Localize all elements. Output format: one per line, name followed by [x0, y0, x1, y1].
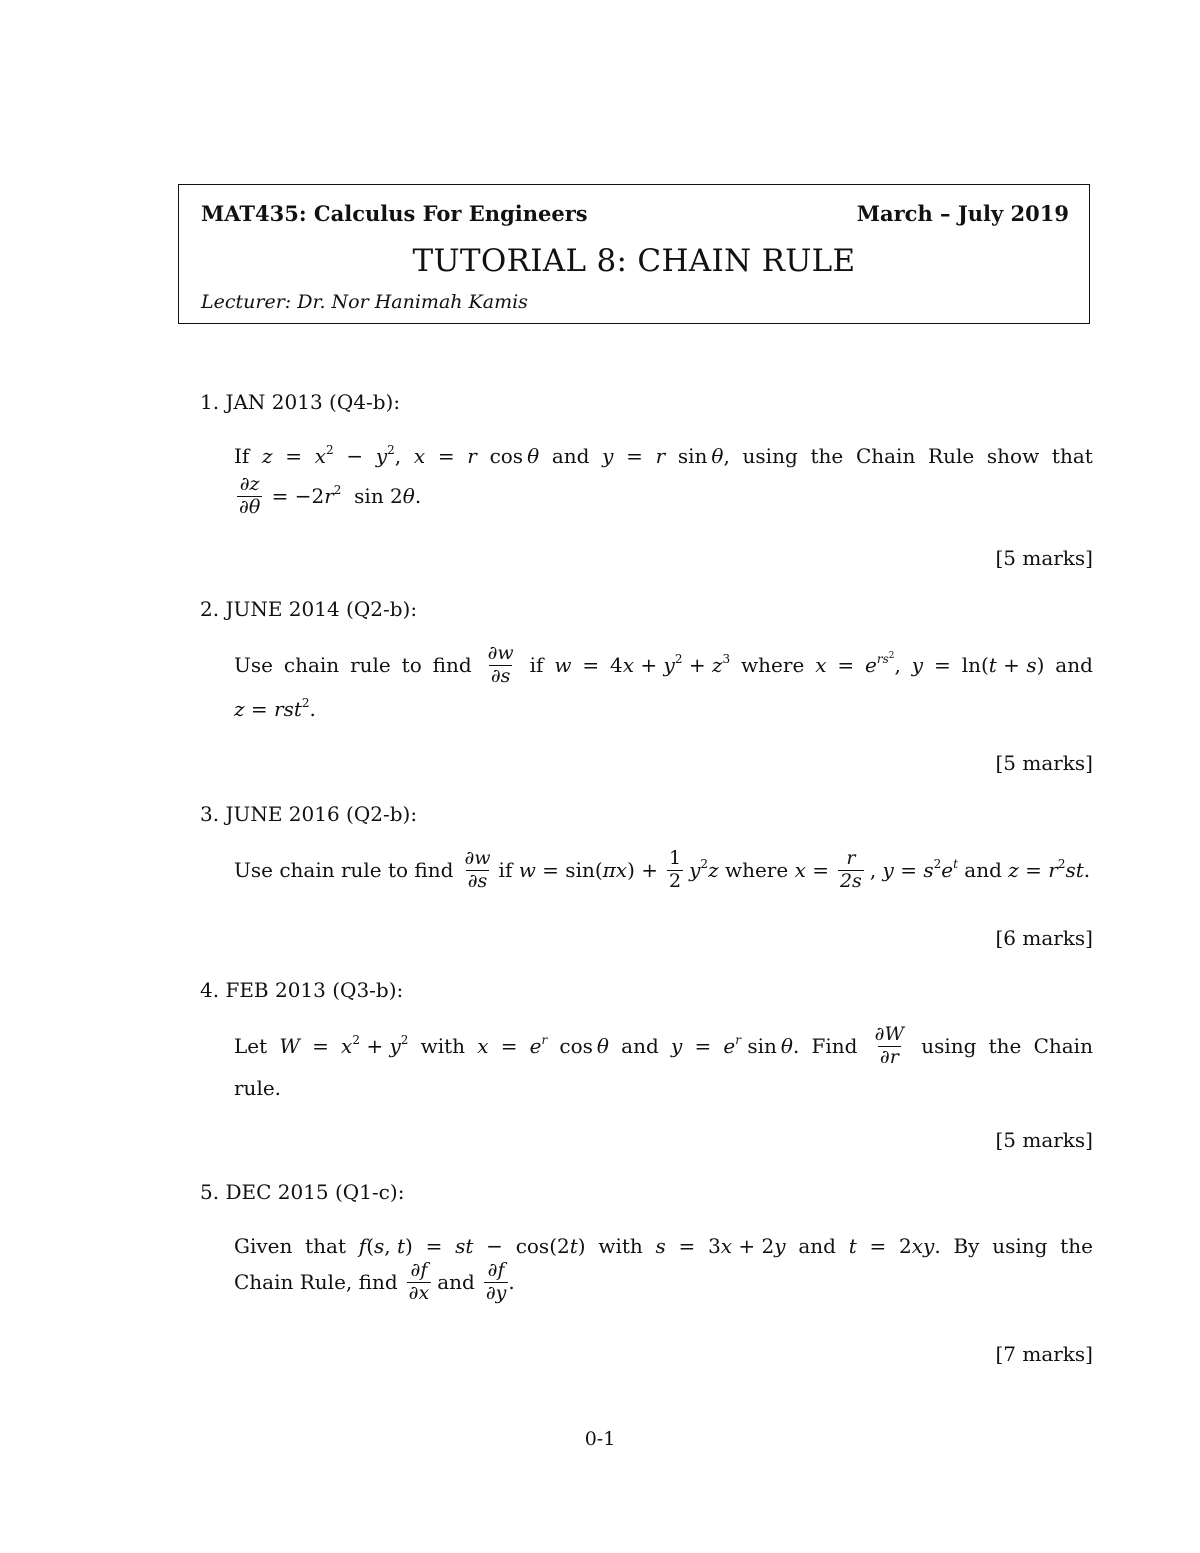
- question-number: 5.: [200, 1180, 220, 1204]
- question-3: 3. JUNE 2016 (Q2-b): Use chain rule to find $\frac{\partial w}{\partial s}$ if w = sin(πx) + $\frac{1}{2}$ $y^2z$ where x = $\frac{r}{2s}$ , $y = s^2e^t$ and $z = r^2st$. [6 marks]: [200, 802, 1093, 950]
- question-3-heading: [200, 802, 417, 826]
- course-title: MAT435: Calculus For Engineers: [201, 201, 588, 226]
- question-source: FEB 2013 (Q3-b):: [225, 978, 404, 1002]
- question-1: 1. JAN 2013 (Q4-b): If z = $x^2$ − $y^2$, x = r cos θ and y = r sin θ, using the Chain Rule show that $\frac{\partial z}{\partial\theta}$ = $-2r^2$ sin 2θ. [5 marks]: [200, 390, 1093, 570]
- term-dates: March – July 2019: [856, 201, 1069, 226]
- question-5-marks: [7 marks]: [995, 1342, 1093, 1366]
- question-2-marks: [5 marks]: [995, 751, 1093, 775]
- question-number: 3.: [200, 802, 220, 826]
- question-1-marks: [5 marks]: [995, 546, 1093, 570]
- question-4-marks: [5 marks]: [995, 1128, 1093, 1152]
- tutorial-title: TUTORIAL 8: CHAIN RULE: [412, 243, 856, 279]
- question-number: 4.: [200, 978, 220, 1002]
- question-source: DEC 2015 (Q1-c):: [225, 1180, 405, 1204]
- header-box: [178, 184, 1090, 324]
- question-source: JUNE 2016 (Q2-b):: [225, 802, 418, 826]
- question-1-heading: [200, 390, 400, 414]
- question-5: 5. DEC 2015 (Q1-c): Given that f(s, t) = st − cos(2t) with s = 3x + 2y and t = 2xy. By using the Chain Rule, find $\frac{\partial f}{\partial x}$ and $\frac{\partial f}{\partial y}$ . [7 marks]: [200, 1180, 1093, 1366]
- question-4: 4. FEB 2013 (Q3-b): Let W = $x^2 + y^2$ with x = $e^r$ cos θ and y = $e^r$ sin θ. Find $\frac{\partial W}{\partial r}$ using the Chain rule. [5 marks]: [200, 978, 1093, 1152]
- question-2: 2. JUNE 2014 (Q2-b): Use chain rule to find $\frac{\partial w}{\partial s}$ if w = $4x + y^2 + z^3$ where x = $e^{rs^2}$, y = ln(t + s) and z = rst$^2$. [5 marks]: [200, 597, 1093, 775]
- lecturer-name: Lecturer: Dr. Nor Hanimah Kamis: [201, 291, 528, 313]
- question-2-heading: [200, 597, 417, 621]
- question-source: JAN 2013 (Q4-b):: [225, 390, 401, 414]
- question-number: 1.: [200, 390, 220, 414]
- question-5-heading: [200, 1180, 404, 1204]
- page-number: 0-1: [584, 1428, 616, 1450]
- question-source: JUNE 2014 (Q2-b):: [225, 597, 418, 621]
- question-3-marks: [6 marks]: [995, 926, 1093, 950]
- question-4-heading: [200, 978, 403, 1002]
- question-number: 2.: [200, 597, 220, 621]
